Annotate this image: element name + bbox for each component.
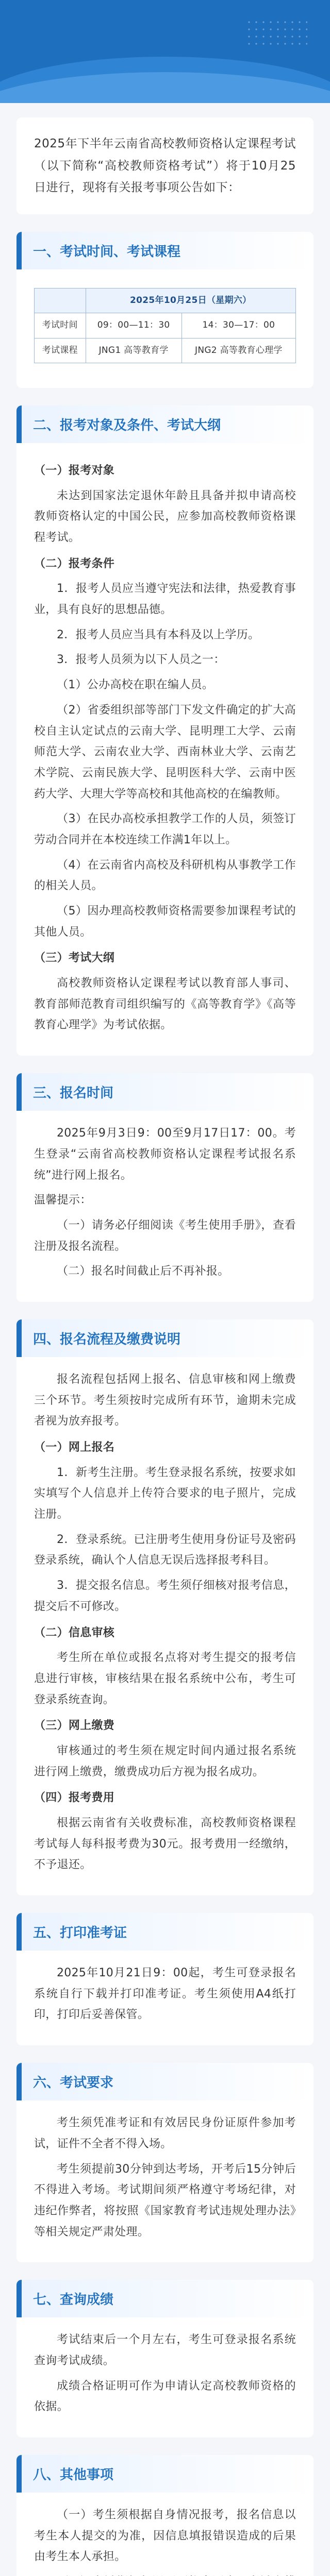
intro-paragraph: 2025年下半年云南省高校教师资格认定课程考试（以下简称“高校教师资格考试”）将于10月25日进行，现将有关报考事项公告如下： bbox=[16, 117, 314, 214]
table-cell: JNG2 高等教育心理学 bbox=[182, 338, 295, 363]
paragraph bbox=[34, 2572, 296, 2576]
section-title: 七、查询成绩 bbox=[16, 2280, 314, 2317]
subheading: （三）网上缴费 bbox=[34, 1719, 115, 1733]
section-body bbox=[16, 1357, 314, 1895]
paragraph: （一）考生须根据自身情况报考，报名信息以考生本人提交的为准，因信息填报错误造成的后果由考生本人承担。 bbox=[34, 2509, 296, 2564]
section-title: 一、考试时间、考试课程 bbox=[16, 232, 314, 269]
paragraph: 高校教师资格认定课程考试以教育部人事司、教育部师范教育司组织编写的《高等教育学》《高等教育心理学》为考试依据。 bbox=[34, 977, 296, 1032]
paragraph: 1．新考生注册。考生登录报名系统，按要求如实填写个人信息并上传符合要求的电子照片，完成注册。 bbox=[34, 1466, 296, 1521]
paragraph: （1）公办高校在职在编人员。 bbox=[57, 679, 214, 692]
section-body bbox=[16, 2317, 314, 2437]
paragraph: 温馨提示： bbox=[34, 1194, 92, 1207]
section-body bbox=[16, 2493, 314, 2576]
table-row bbox=[35, 338, 296, 363]
header-banner bbox=[0, 0, 330, 103]
section-body bbox=[16, 2100, 314, 2262]
section-title: 四、报名流程及缴费说明 bbox=[16, 1319, 314, 1357]
table-cell: JNG1 高等教育学 bbox=[86, 338, 182, 363]
paragraph: 2．登录系统。已注册考生使用身份证号及密码登录系统，确认个人信息无误后选择报考科目。 bbox=[34, 1533, 296, 1567]
paragraph: 考生须提前30分钟到达考场，开考后15分钟后不得进入考场。考试期间须严格遵守考场纪律，对违纪作弊者，将按照《国家教育考试违规处理办法》等相关规定严肃处理。 bbox=[34, 2162, 296, 2239]
paragraph: 审核通过的考生须在规定时间内通过报名系统进行网上缴费，缴费成功后方视为报名成功。 bbox=[34, 1744, 296, 1778]
paragraph: 1．报考人员应当遵守宪法和法律，热爱教育事业，具有良好的思想品德。 bbox=[34, 582, 296, 617]
subheading: （一）网上报名 bbox=[34, 1441, 115, 1454]
section-other-matters bbox=[16, 2455, 314, 2576]
paragraph: 2025年10月21日9：00起，考生可登录报名系统自行下载并打印准考证。考生须使用A4纸打印，打印后妥善保管。 bbox=[34, 1967, 296, 2022]
paragraph: （一）请务必仔细阅读《考生使用手册》，查看注册及报名流程。 bbox=[34, 1218, 296, 1253]
paragraph: 考生须凭准考证和有效居民身份证原件参加考试，证件不全者不得入场。 bbox=[34, 2116, 296, 2150]
paragraph: 3．报考人员须为以下人员之一： bbox=[57, 653, 225, 667]
section-title: 六、考试要求 bbox=[16, 2063, 314, 2100]
paragraph: （4）在云南省内高校及科研机构从事教学工作的相关人员。 bbox=[34, 858, 296, 893]
section-eligibility bbox=[16, 405, 314, 1056]
section-body bbox=[16, 1951, 314, 2045]
section-score-query bbox=[16, 2280, 314, 2437]
table-cell: 考试课程 bbox=[35, 338, 86, 363]
paragraph: 考生所在单位或报名点将对考生提交的报考信息进行审核，审核结果在报名系统中公布，考生可登录系统查询。 bbox=[34, 1651, 296, 1706]
section-body bbox=[16, 443, 314, 1056]
paragraph: （5）因办理高校教师资格需要参加课程考试的其他人员。 bbox=[34, 905, 296, 939]
section-body bbox=[16, 1111, 314, 1302]
schedule-table bbox=[34, 288, 296, 363]
paragraph: 根据云南省有关收费标准，高校教师资格课程考试每人每科报考费为30元。报考费用一经缴纳，不予退还。 bbox=[34, 1817, 296, 1872]
section-body bbox=[16, 269, 314, 388]
section-title: 八、其他事项 bbox=[16, 2455, 314, 2493]
table-row bbox=[35, 288, 296, 313]
table-row bbox=[35, 313, 296, 338]
section-registration-process bbox=[16, 1319, 314, 1895]
paragraph: （3）在民办高校承担教学工作的人员，须签订劳动合同并在本校连续工作满1年以上。 bbox=[34, 812, 296, 846]
paragraph: （二）报名时间截止后不再补报。 bbox=[57, 1265, 229, 1278]
subheading: （二）信息审核 bbox=[34, 1626, 115, 1639]
paragraph: 2．报考人员应当具有本科及以上学历。 bbox=[57, 628, 260, 641]
table-cell: 09：00—11：30 bbox=[86, 313, 182, 338]
paragraph: 报名流程包括网上报名、信息审核和网上缴费三个环节。考生须按时完成所有环节，逾期未完成者视为放弃报考。 bbox=[34, 1372, 296, 1428]
section-exam-requirements bbox=[16, 2063, 314, 2262]
paragraph: 未达到国家法定退休年龄且具备并拟申请高校教师资格认定的中国公民，应参加高校教师资格课程考试。 bbox=[34, 489, 296, 545]
paragraph: 3．提交报名信息。考生须仔细核对报考信息，提交后不可修改。 bbox=[34, 1579, 296, 1613]
section-registration-time bbox=[16, 1073, 314, 1302]
paragraph: （2）省委组织部等部门下发文件确定的扩大高校自主认定试点的云南大学、昆明理工大学、云南师范大学、云南农业大学、西南林业大学、云南艺术学院、云南民族大学、昆明医科大学、云南中医药大学、大理大学等高校和其他高校的在编教师。 bbox=[34, 703, 296, 801]
paragraph: 考试结束后一个月左右，考生可登录报名系统查询考试成绩。 bbox=[34, 2333, 296, 2367]
section-title: 五、打印准考证 bbox=[16, 1913, 314, 1951]
table-cell: 14：30—17：00 bbox=[182, 313, 295, 338]
subheading: （三）考试大纲 bbox=[34, 952, 115, 965]
subheading: （二）报考条件 bbox=[34, 557, 115, 570]
subheading: （四）报考费用 bbox=[34, 1791, 115, 1805]
section-title: 二、报考对象及条件、考试大纲 bbox=[16, 405, 314, 443]
table-cell bbox=[35, 288, 86, 313]
section-exam-schedule bbox=[16, 232, 314, 388]
table-cell: 考试时间 bbox=[35, 313, 86, 338]
table-cell: 2025年10月25日（星期六） bbox=[86, 288, 295, 313]
section-title: 三、报名时间 bbox=[16, 1073, 314, 1111]
paragraph: 成绩合格证明可作为申请认定高校教师资格的依据。 bbox=[34, 2379, 296, 2414]
banner-dots bbox=[245, 19, 307, 49]
paragraph: 2025年9月3日9：00至9月17日17：00。考生登录“云南省高校教师资格认定课程考试报名系统”进行网上报名。 bbox=[34, 1127, 296, 1182]
subheading: （一）报考对象 bbox=[34, 464, 115, 477]
section-print-ticket bbox=[16, 1913, 314, 2045]
